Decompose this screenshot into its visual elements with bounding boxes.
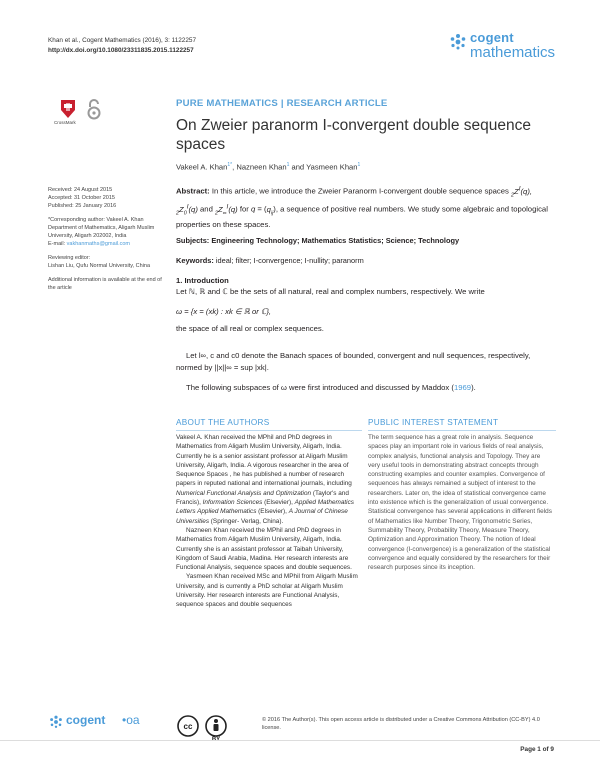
reviewing-editor xyxy=(48,254,166,270)
about-text: (Elsevier), xyxy=(262,499,295,507)
journal-name: Numerical Functional Analysis and Optimization xyxy=(176,489,312,497)
received-date: Received: 24 August 2015 xyxy=(48,187,113,193)
footer-logo-oa: •oa xyxy=(122,713,140,727)
email-link[interactable]: vakhanmaths@gmail.com xyxy=(66,241,130,247)
license-text: © 2016 The Author(s). This open access article is distributed under a Creative Commons Attribution (CC-BY) 4.0 license. xyxy=(262,717,540,731)
keywords xyxy=(176,255,554,267)
keywords-label: Keywords: xyxy=(176,256,214,265)
about-paragraph: Yasmeen Khan received MSc and MPhil from Aligarh Muslim University, and is currently a PhD scholar at Aligarh Muslim University. Her research interests are Functional Analysis, sequence spaces and double sequences xyxy=(176,573,358,609)
author-affil-mark: 1* xyxy=(227,162,233,168)
author-sep: and xyxy=(289,162,307,172)
journal-name: Information Sciences xyxy=(202,499,263,507)
intro-paragraph: Let l∞, c and c0 denote the Banach spaces of bounded, convergent and null sequences, respectively, normed by ||x||∞ = sup |xk|. xyxy=(176,351,531,372)
open-access-icon xyxy=(86,98,102,120)
article-title: On Zweier paranorm I-convergent double sequence spaces xyxy=(176,117,531,153)
logo-mathematics-text: mathematics xyxy=(470,44,556,61)
crossmark-label: CrossMark xyxy=(54,120,76,125)
author-sep: , xyxy=(232,162,237,172)
author-affil-mark: 1 xyxy=(357,162,361,168)
intro-text: ). xyxy=(471,383,476,392)
reviewing-label: Reviewing editor: xyxy=(48,255,91,261)
author-name[interactable]: Yasmeen Khan xyxy=(306,162,358,172)
about-text: Vakeel A. Khan received the MPhil and PhD degrees in Mathematics from Aligarh Muslim University, Aligarh, India. Currently he is a senior assistant professor at Aligarh Muslim University, Aligarh, India. A vigorous researcher in the area of Sequence Spaces , he has published a number of research papers in reputed national and international journals, including xyxy=(176,434,352,488)
public-interest-text: The term sequence has a great role in analysis. Sequence spaces play an important role in various fields of real analysis, complex analysis, functional analysis and Topology. They are very useful tools in demonstrating abstract concepts through constructing examples and counter examples. Convergence of sequences has always remained a subject of interest to the researchers. Later on, the idea of statistical convergence came into existence which is the generalization of usual convergence. Statistical convergence has several applications in different fields of Mathematics like Number Theory, Trigonometric Series, Summability Theory, Probability Theory, Measure Theory, Optimization and Approximation Theory. The notion of Ideal convergence (I-convergence) is a generalization of the statistical convergence and equally considered by the researchers for their research purposes since its inception. xyxy=(368,434,552,572)
section-tag: PURE MATHEMATICS | RESEARCH ARTICLE xyxy=(176,98,388,109)
subjects: Subjects: Engineering Technology; Mathematics Statistics; Science; Technology xyxy=(176,236,460,245)
about-text: (Springer- Verlag, China). xyxy=(209,517,284,525)
cogent-oa-logo[interactable] xyxy=(48,712,168,732)
author-affil-mark: 1 xyxy=(286,162,290,168)
cogent-flower-icon xyxy=(48,714,64,730)
header-meta xyxy=(48,36,196,56)
abstract-text-b: a sequence of positive real numbers. We study some algebraic and topological properties on these spaces. xyxy=(176,204,548,230)
abstract: Abstract: In this article, we introduce the Zweier Paranorm I-convergent double sequence spaces $_2Z^I(q)$, $_2Z_0^I(q)$ and $_2Z_\infty^I(q)$ for $q = (q_{ij})$, a sequence of positive real numbers. We study some algebraic and topological properties on these spaces. xyxy=(176,185,548,230)
crossmark-icon[interactable] xyxy=(58,98,78,120)
intro-heading: 1. Introduction xyxy=(176,276,229,285)
published-date: Published: 25 January 2016 xyxy=(48,203,117,209)
footer-divider xyxy=(0,740,600,741)
about-authors-heading: ABOUT THE AUTHORS xyxy=(176,418,362,431)
page-number: Page 1 of 9 xyxy=(520,746,554,753)
doi-link[interactable]: http://dx.doi.org/10.1080/23311835.2015.1122257 xyxy=(48,47,194,54)
about-text: (Elsevier), xyxy=(256,508,289,516)
cc-label: cc xyxy=(183,722,193,731)
editor-name: Lishan Liu, Qufu Normal University, China xyxy=(48,263,150,269)
formula: ω = {x = (xk) : xk ∈ ℝ or ℂ}, xyxy=(176,307,272,316)
author-name[interactable]: Nazneen Khan xyxy=(236,162,287,172)
accepted-date: Accepted: 31 October 2015 xyxy=(48,195,115,201)
cc-by-license-icon[interactable] xyxy=(176,714,254,742)
about-authors-text xyxy=(176,433,362,610)
journal-logo[interactable] xyxy=(448,30,558,68)
keywords-text: ideal; filter; I-convergence; I-nullity; paranorm xyxy=(213,256,364,265)
about-paragraph: Nazneen Khan received the MPhil and PhD degrees in Mathematics from Aligarh Muslim University, Aligarh, India. Currently she is an assistant professor at Taibah University, Kingdom of Saudi Arabia, Madina. Her research interests are Functional Analysis, sequence spaces and double sequences. xyxy=(176,526,352,572)
email-label: E-mail: xyxy=(48,241,67,247)
intro-paragraph xyxy=(176,382,554,394)
citation-link[interactable]: 1969 xyxy=(453,383,472,392)
corresponding-text: *Corresponding author: Vakeel A. Khan Department of Mathematics, Aligarh Muslim University, Aligarh 202002, India xyxy=(48,217,155,239)
intro-text: The following subspaces of ω were first introduced and discussed by Maddox ( xyxy=(186,383,454,392)
journal-name: A Journal of Chinese Universities xyxy=(176,508,348,525)
cogent-flower-icon xyxy=(448,32,468,52)
public-interest-heading: PUBLIC INTEREST STATEMENT xyxy=(368,418,556,431)
author-list xyxy=(176,162,360,172)
citation: Khan et al., Cogent Mathematics (2016), 3: 1122257 xyxy=(48,37,197,44)
dates xyxy=(48,186,166,210)
logo-cogent-text: cogent xyxy=(470,30,514,45)
corresponding-author xyxy=(48,216,166,248)
footer-logo-cogent: cogent xyxy=(66,713,106,727)
about-text: (Taylor's and Francis), xyxy=(176,489,349,507)
intro-paragraph: the space of all real or complex sequences. xyxy=(176,324,324,333)
additional-info: Additional information is available at the end of the article xyxy=(48,277,162,291)
author-name[interactable]: Vakeel A. Khan xyxy=(176,162,228,172)
journal-name: Applied Mathematics Letters Applied Mathematics xyxy=(176,499,354,516)
about-paragraph xyxy=(176,433,362,526)
abstract-text-a: In this article, we introduce the Zweier Paranorm I-convergent double sequence spaces xyxy=(209,186,512,196)
sidebar-info xyxy=(48,186,166,298)
abstract-label: Abstract: xyxy=(176,186,210,196)
intro-paragraph: Let ℕ, ℝ and ℂ be the sets of all natural, real and complex numbers, respectively. We write xyxy=(176,287,485,296)
